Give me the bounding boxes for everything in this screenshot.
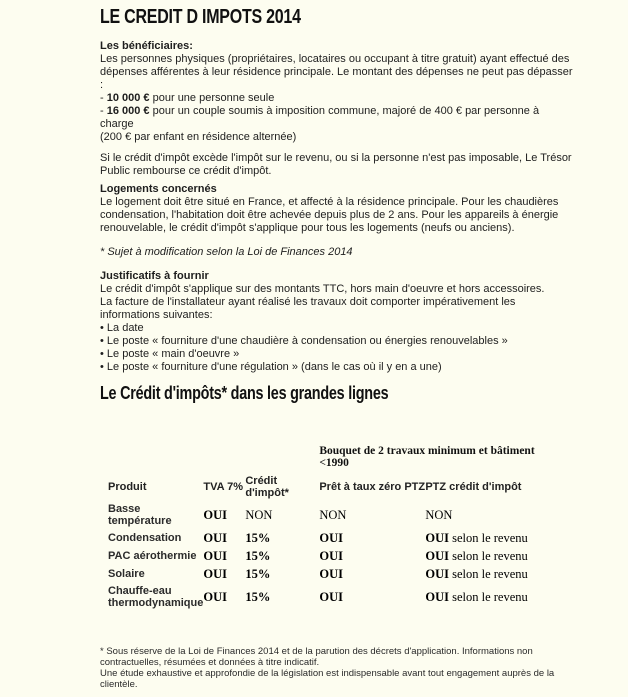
cell-credit — [245, 529, 319, 547]
cell-value: 15% — [245, 590, 271, 604]
cell-value: OUI — [319, 590, 343, 604]
table-row — [108, 565, 599, 583]
cell-value-suffix: selon le revenu — [448, 531, 528, 545]
footer-line: clientèle. — [100, 679, 138, 690]
page-title: LE CREDIT D IMPOTS 2014 — [100, 6, 301, 28]
cell-ptz — [319, 583, 425, 611]
cell-ptz — [319, 501, 425, 529]
section-logements — [100, 183, 628, 235]
cell-value: 15% — [245, 531, 271, 545]
amount-rest: pour un couple soumis à imposition commune, majoré de 400 € par personne à — [149, 105, 540, 117]
cell-value: NON — [425, 508, 453, 522]
cell-credit — [245, 583, 319, 611]
column-header-produit: Produit — [108, 481, 147, 493]
text-line: condensation, l'habitation doit être achevée depuis plus de 2 ans. Pour les appareils à énergie — [100, 209, 559, 221]
cell-value: OUI — [203, 590, 227, 604]
cell-value: OUI — [425, 567, 449, 581]
grandes-lignes-heading: Le Crédit d'impôts* dans les grandes lignes — [100, 383, 389, 403]
cell-produit: Solaire — [108, 568, 145, 580]
list-item: • Le poste « fourniture d'une régulation » (dans le cas où il y en a une) — [100, 361, 442, 373]
list-item: • La date — [100, 322, 144, 334]
list-item: • Le poste « main d'oeuvre » — [100, 348, 240, 360]
table-row — [108, 529, 599, 547]
table-row — [108, 583, 599, 611]
column-header-credit: Crédit d'impôt* — [245, 475, 289, 499]
cell-value: OUI — [203, 567, 227, 581]
cell-value: OUI — [203, 549, 227, 563]
text-line: Si le crédit d'impôt excède l'impôt sur le revenu, ou si la personne n'est pas imposable, Le Trésor — [100, 152, 572, 164]
group-header-cell — [319, 445, 599, 473]
footer-line: contractuelles, résumées et données à titre indicatif. — [100, 657, 320, 668]
cell-produit: PAC aérothermie — [108, 550, 197, 562]
empty-cell — [245, 445, 319, 473]
empty-cell — [203, 445, 245, 473]
cell-tva — [203, 547, 245, 565]
modification-note: * Sujet à modification selon la Loi de Finances 2014 — [100, 246, 353, 258]
group-header-line1: Bouquet de 2 travaux minimum et bâtiment — [319, 445, 535, 457]
cell-produit: Condensation — [108, 532, 182, 544]
section-refund — [100, 152, 628, 178]
justificatifs-heading: Justificatifs à fournir — [100, 270, 209, 282]
cell-tva — [203, 501, 245, 529]
amount-rest: pour une personne seule — [149, 92, 275, 104]
cell-value: OUI — [425, 531, 449, 545]
text-line: renouvelable, le crédit d'impôt s'applique pour tous les logements (neufs ou anciens). — [100, 222, 515, 234]
page-title-row — [100, 7, 628, 27]
cell-credit — [245, 501, 319, 529]
group-header-line2: <1990 — [319, 457, 349, 469]
cell-value: 15% — [245, 549, 271, 563]
cell-value: NON — [319, 508, 347, 522]
amount-value: 10 000 € — [106, 92, 150, 104]
beneficiaires-heading: Les bénéficiaires: — [100, 40, 193, 52]
empty-cell — [108, 445, 203, 473]
cell-tva — [203, 529, 245, 547]
cell-value: OUI — [203, 531, 227, 545]
logements-heading: Logements concernés — [100, 183, 217, 195]
dash: - — [100, 92, 107, 104]
cell-value: 15% — [245, 567, 271, 581]
cell-value: OUI — [425, 549, 449, 563]
amount-line-single — [100, 92, 628, 105]
cell-ptz — [319, 529, 425, 547]
table-header-row — [108, 473, 599, 501]
amount-value: 16 000 € — [106, 105, 150, 117]
text-line: : — [100, 79, 104, 91]
cell-produit: Chauffe-eau thermodynamique — [108, 585, 204, 609]
table-group-header-row — [108, 445, 599, 473]
footer-line: Une étude exhaustive et approfondie de la législation est indispensable avant tout engagement auprès de la — [100, 668, 555, 679]
text-line: Le crédit d'impôt s'applique sur des montants TTC, hors main d'oeuvre et hors accessoires. — [100, 283, 545, 295]
cell-value: OUI — [319, 531, 343, 545]
list-item: • Le poste « fourniture d'une chaudière à condensation ou énergies renouvelables » — [100, 335, 508, 347]
cell-value: OUI — [319, 567, 343, 581]
cell-value: NON — [245, 508, 273, 522]
text-line: La facture de l'installateur ayant réalisé les travaux doit comporter impérativement les — [100, 296, 516, 308]
cell-value-suffix: selon le revenu — [448, 549, 528, 563]
cell-tva — [203, 565, 245, 583]
text-line: Les personnes physiques (propriétaires, locataires ou occupant à titre gratuit) ayant effectué des — [100, 53, 570, 65]
footer-line: * Sous réserve de la Loi de Finances 2014 et de la parution des décrets d'application. Informations non — [100, 646, 533, 657]
amount-line-couple — [100, 105, 628, 118]
section-justificatifs — [100, 270, 628, 374]
section-beneficiaires — [100, 40, 628, 144]
cell-ptz-credit — [425, 529, 599, 547]
cell-ptz — [319, 565, 425, 583]
cell-credit — [245, 547, 319, 565]
dash: - — [100, 105, 107, 117]
text-line: (200 € par enfant en résidence alternée) — [100, 131, 297, 143]
cell-value: OUI — [203, 508, 227, 522]
column-header-ptz: Prêt à taux zéro PTZ — [319, 481, 426, 493]
grandes-lignes-heading-row — [100, 383, 628, 403]
table-row — [108, 547, 599, 565]
cell-ptz-credit — [425, 547, 599, 565]
text-line: Public rembourse ce crédit d'impôt. — [100, 165, 272, 177]
text-line: informations suivantes: — [100, 309, 213, 321]
cell-ptz-credit — [425, 501, 599, 529]
cell-value-suffix: selon le revenu — [448, 567, 528, 581]
text-line: dépenses afférentes à leur résidence principale. Le montant des dépenses ne peut pas dépasser — [100, 66, 573, 78]
text-line: Le logement doit être situé en France, et affecté à la résidence principale. Pour les chaudières — [100, 196, 559, 208]
text-line: charge — [100, 118, 134, 130]
cell-value: OUI — [425, 590, 449, 604]
cell-ptz-credit — [425, 583, 599, 611]
cell-value: OUI — [319, 549, 343, 563]
table-row — [108, 501, 599, 529]
column-header-ptz-credit: PTZ crédit d'impôt — [425, 481, 522, 493]
cell-ptz-credit — [425, 565, 599, 583]
cell-produit: Basse température — [108, 503, 172, 527]
column-header-tva: TVA 7% — [203, 481, 244, 493]
cell-value-suffix: selon le revenu — [448, 590, 528, 604]
legal-footer — [100, 646, 628, 690]
cell-tva — [203, 583, 245, 611]
cell-ptz — [319, 547, 425, 565]
cell-credit — [245, 565, 319, 583]
credit-impots-table — [108, 445, 599, 611]
